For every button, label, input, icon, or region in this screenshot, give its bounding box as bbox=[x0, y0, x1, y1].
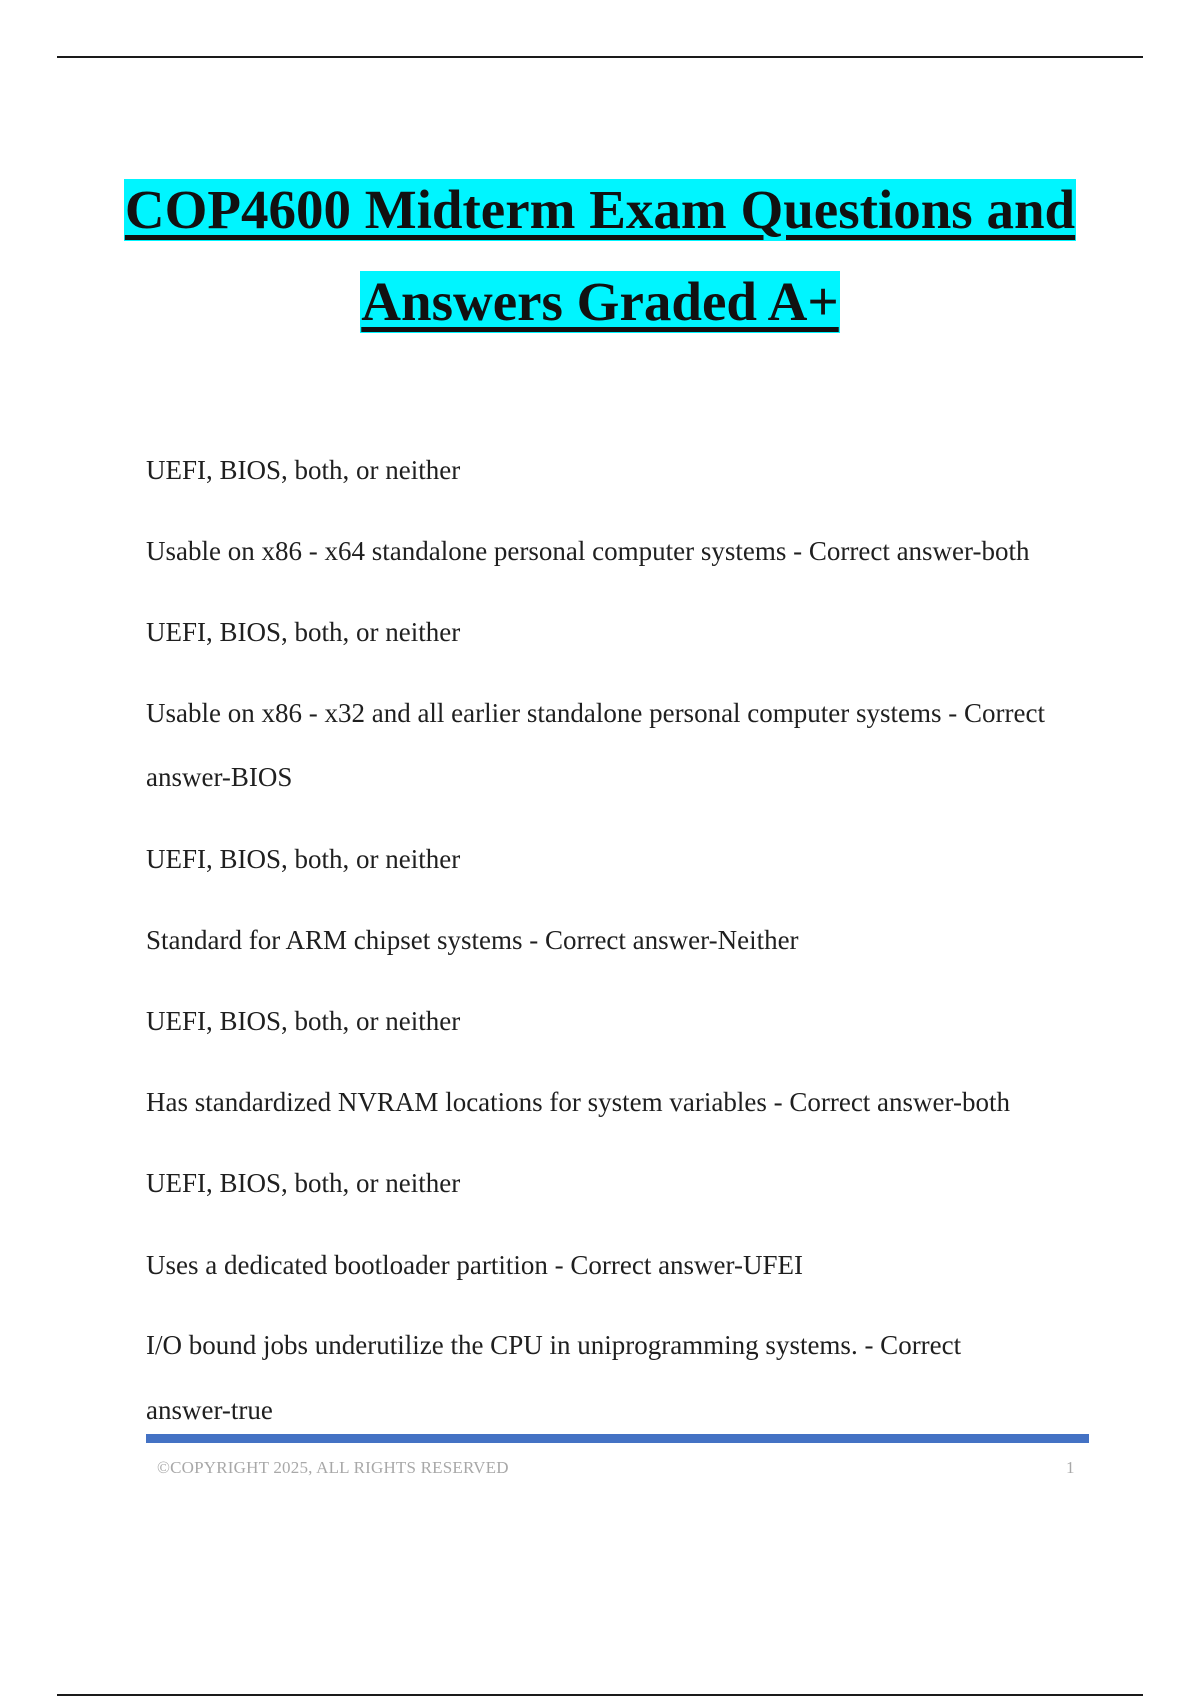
footer-bar bbox=[146, 1434, 1089, 1443]
question-prompt: UEFI, BIOS, both, or neither bbox=[146, 1168, 461, 1198]
question-prompt: UEFI, BIOS, both, or neither bbox=[146, 844, 461, 874]
question-answer: Usable on x86 - x64 standalone personal computer systems - Correct answer-both bbox=[146, 536, 1030, 566]
title-line-2 bbox=[0, 270, 1200, 362]
question-answer: Usable on x86 - x32 and all earlier standalone personal computer systems - Correct bbox=[146, 698, 1045, 728]
question-answer: I/O bound jobs underutilize the CPU in uniprogramming systems. - Correct bbox=[146, 1330, 962, 1360]
top-rule bbox=[57, 56, 1143, 58]
question-answer: Uses a dedicated bootloader partition - Correct answer-UFEI bbox=[146, 1250, 803, 1280]
page-number: 1 bbox=[1066, 1458, 1075, 1477]
question-answer-continued: answer-true bbox=[146, 1395, 273, 1425]
bottom-rule bbox=[57, 1694, 1143, 1696]
question-prompt: UEFI, BIOS, both, or neither bbox=[146, 1006, 461, 1036]
title-text-2: Answers Graded A+ bbox=[361, 271, 839, 332]
document-title bbox=[0, 178, 1200, 362]
question-answer-continued: answer-BIOS bbox=[146, 762, 293, 792]
question-prompt: UEFI, BIOS, both, or neither bbox=[146, 617, 461, 647]
title-text-1: COP4600 Midterm Exam Questions and bbox=[124, 179, 1076, 240]
question-answer: Standard for ARM chipset systems - Correct answer-Neither bbox=[146, 925, 799, 955]
footer-copyright: ©COPYRIGHT 2025, ALL RIGHTS RESERVED bbox=[157, 1458, 509, 1477]
question-answer: Has standardized NVRAM locations for system variables - Correct answer-both bbox=[146, 1087, 1010, 1117]
title-line-1 bbox=[0, 178, 1200, 270]
question-prompt: UEFI, BIOS, both, or neither bbox=[146, 455, 461, 485]
